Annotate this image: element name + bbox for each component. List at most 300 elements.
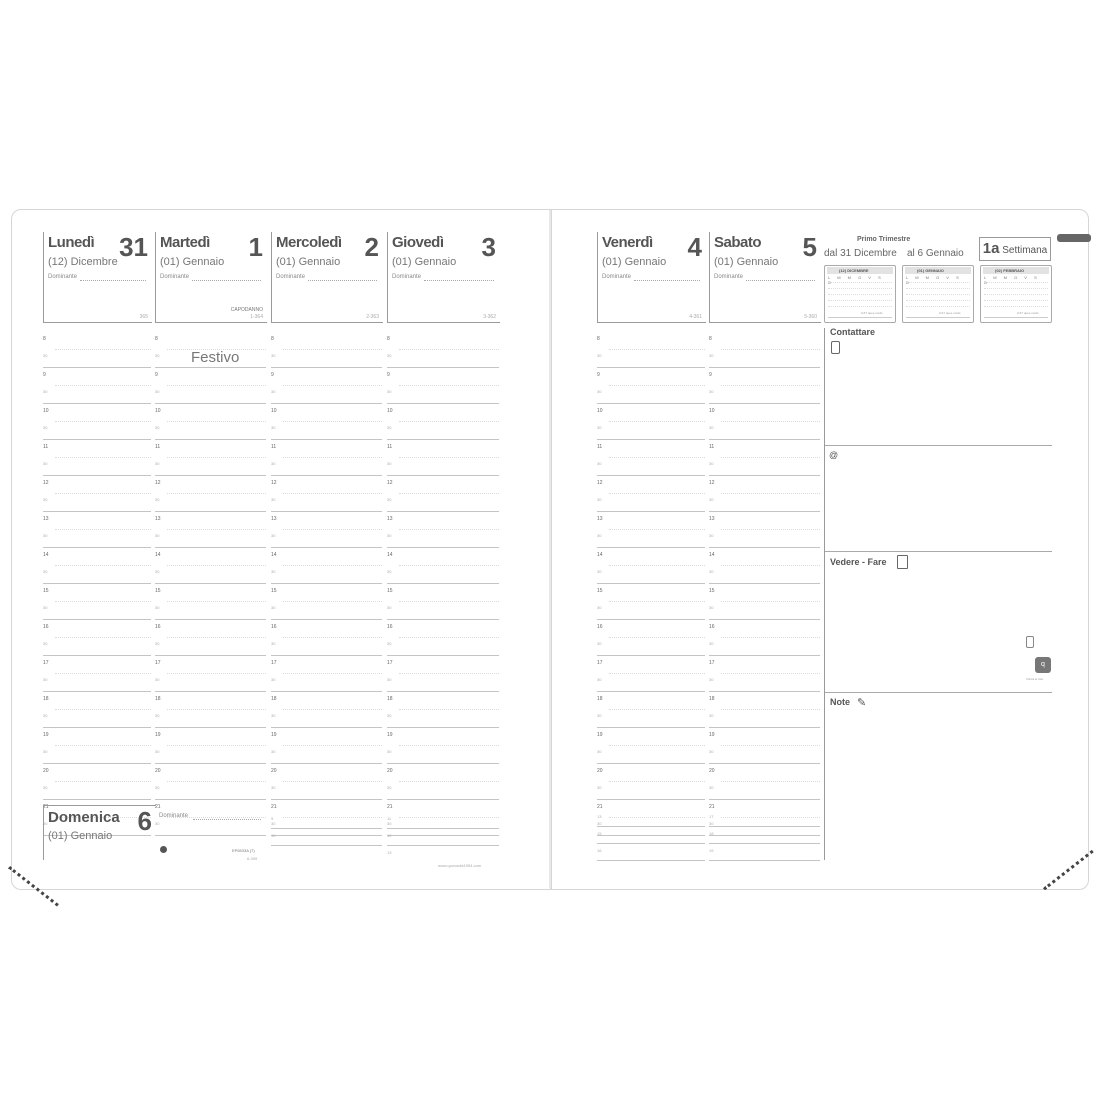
mini-calendar-note: 0-67 ques mods	[939, 311, 961, 315]
hour-slot[interactable]	[597, 692, 705, 728]
half-hour-label: 30	[271, 461, 276, 466]
dominante-label: Dominante	[714, 274, 744, 280]
hour-slot[interactable]	[597, 368, 705, 404]
hour-label: 20	[597, 768, 603, 774]
website-label: www.quovadis1954.com	[438, 863, 482, 868]
hour-slots[interactable]	[155, 332, 266, 836]
hour-label: 10	[387, 408, 393, 414]
hour-label: 10	[271, 408, 277, 414]
half-hour-label: 30	[43, 569, 48, 574]
at-icon: @	[829, 450, 839, 460]
hour-slot[interactable]	[597, 548, 705, 584]
half-hour-label: 30	[709, 425, 714, 430]
half-hour-label: 30	[155, 713, 160, 718]
dominante-line[interactable]	[308, 280, 377, 281]
saturday-extra-slot[interactable]: 13	[597, 810, 705, 827]
hour-label: 9	[597, 372, 600, 378]
half-hour-label: 30	[597, 425, 602, 430]
sunday-slot[interactable]: 13	[387, 850, 392, 855]
hour-slot[interactable]	[155, 692, 266, 728]
hour-slot[interactable]	[597, 476, 705, 512]
mini-calendar-title: (12) DICEMBRE	[827, 267, 893, 274]
hour-slot[interactable]	[271, 512, 382, 548]
hour-slot[interactable]	[155, 620, 266, 656]
sunday-progress: 6-359	[247, 856, 258, 861]
hour-slot[interactable]	[155, 548, 266, 584]
half-hour-label: 30	[43, 785, 48, 790]
hour-slot[interactable]	[271, 332, 382, 368]
week-badge	[979, 237, 1051, 261]
hour-label: 13	[709, 516, 715, 522]
hour-label: 10	[43, 408, 49, 414]
sunday-slot[interactable]: 12	[387, 829, 499, 846]
mini-calendar-title: (02) FEBBRAIO	[983, 267, 1049, 274]
contatti-title: Contattare	[830, 327, 876, 337]
sunday-slot[interactable]: 10	[271, 829, 382, 846]
half-hour-label: 30	[709, 461, 714, 466]
hour-label: 15	[387, 588, 393, 594]
hour-slot[interactable]	[709, 764, 820, 800]
mini-calendar-weekdays: L M M G V S D	[906, 275, 962, 285]
half-hour-label: 30	[387, 605, 392, 610]
hour-label: 14	[709, 552, 715, 558]
hour-slot[interactable]	[43, 512, 151, 548]
hour-slot[interactable]	[43, 728, 151, 764]
half-hour-label: 30	[271, 497, 276, 502]
hour-label: 17	[271, 660, 277, 666]
hour-slot[interactable]	[155, 476, 266, 512]
section-line	[825, 692, 1052, 693]
half-hour-label: 30	[597, 749, 602, 754]
half-hour-label: 30	[709, 677, 714, 682]
hour-slot[interactable]	[155, 404, 266, 440]
hour-label: 19	[387, 732, 393, 738]
hour-slot[interactable]	[597, 620, 705, 656]
half-hour-label: 30	[597, 461, 602, 466]
day-week: (01) Gennaio	[276, 256, 341, 268]
half-hour-label: 30	[387, 785, 392, 790]
hour-slot[interactable]	[709, 440, 820, 476]
half-hour-label: 30	[155, 425, 160, 430]
day-name: Lunedì	[48, 234, 95, 251]
half-hour-label: 30	[43, 605, 48, 610]
hour-label: 9	[709, 372, 712, 378]
half-hour-label: 30	[597, 533, 602, 538]
hour-label: 17	[597, 660, 603, 666]
hour-slots[interactable]	[387, 332, 499, 836]
hour-slot[interactable]	[155, 656, 266, 692]
app-badge-icon[interactable]: q	[1035, 657, 1051, 673]
half-hour-label: 30	[387, 677, 392, 682]
day-name: Sabato	[714, 234, 762, 251]
hour-slot[interactable]	[155, 764, 266, 800]
section-line	[825, 551, 1052, 552]
day-name: Mercoledì	[276, 234, 342, 251]
half-hour-label: 30	[43, 821, 48, 826]
half-hour-label: 30	[597, 785, 602, 790]
half-hour-label: 30	[43, 425, 48, 430]
hour-slot[interactable]	[387, 764, 499, 800]
day-header	[271, 232, 383, 323]
half-hour-label: 30	[43, 713, 48, 718]
sunday-dominante-line[interactable]	[193, 819, 261, 820]
hour-slot[interactable]	[387, 620, 499, 656]
half-hour-label: 30	[387, 533, 392, 538]
half-hour-label: 30	[43, 641, 48, 646]
hour-label: 14	[271, 552, 277, 558]
day-header	[709, 232, 821, 323]
hour-slot[interactable]	[709, 332, 820, 368]
saturday-extra-slot[interactable]: 15	[597, 827, 705, 844]
day-progress: 4-361	[689, 314, 702, 320]
half-hour-label: 30	[387, 497, 392, 502]
saturday-extra-slot[interactable]: 19	[709, 844, 820, 861]
sunday-slot[interactable]: 11	[387, 812, 499, 829]
hour-label: 19	[155, 732, 161, 738]
hour-slot[interactable]	[709, 728, 820, 764]
hour-slot[interactable]	[387, 368, 499, 404]
hour-slot[interactable]	[271, 620, 382, 656]
hour-label: 10	[709, 408, 715, 414]
hour-slot[interactable]	[155, 440, 266, 476]
hour-label: 20	[271, 768, 277, 774]
hour-label: 17	[387, 660, 393, 666]
bookmark-tab[interactable]	[1057, 234, 1091, 242]
quarter-title: Primo Trimestre	[857, 236, 911, 243]
half-hour-label: 30	[271, 713, 276, 718]
hour-slot[interactable]	[271, 764, 382, 800]
hour-slot[interactable]	[387, 728, 499, 764]
hour-label: 11	[387, 444, 393, 450]
hour-slot[interactable]	[271, 476, 382, 512]
day-number: 1	[248, 232, 263, 262]
day-week: (01) Gennaio	[48, 830, 113, 842]
day-number: 31	[119, 232, 148, 262]
hour-label: 17	[43, 660, 49, 666]
day-week: (01) Gennaio	[602, 256, 667, 268]
hour-slot[interactable]	[271, 548, 382, 584]
hour-label: 21	[709, 804, 715, 810]
half-hour-label: 30	[387, 821, 392, 826]
hour-slots[interactable]	[597, 332, 705, 836]
day-header	[43, 232, 152, 323]
half-hour-label: 30	[597, 677, 602, 682]
day-progress: 365	[139, 314, 148, 320]
day-name: Martedì	[160, 234, 210, 251]
hour-slot[interactable]	[43, 404, 151, 440]
smartphone-icon	[1026, 636, 1034, 648]
half-hour-label: 30	[387, 569, 392, 574]
hour-slot[interactable]	[155, 368, 266, 404]
hour-slots[interactable]	[271, 332, 382, 836]
hour-label: 13	[43, 516, 49, 522]
hour-label: 12	[271, 480, 277, 486]
hour-label: 13	[597, 516, 603, 522]
saturday-extra-slot[interactable]: 16	[597, 844, 705, 861]
half-hour-label: 30	[709, 641, 714, 646]
half-hour-label: 30	[43, 497, 48, 502]
day-name: Venerdì	[602, 234, 653, 251]
half-hour-label: 30	[271, 353, 276, 358]
hour-slot[interactable]	[387, 476, 499, 512]
half-hour-label: 30	[155, 821, 160, 826]
hour-slot[interactable]	[43, 764, 151, 800]
hour-label: 15	[43, 588, 49, 594]
hour-slot[interactable]	[271, 368, 382, 404]
hour-label: 16	[597, 624, 603, 630]
bullet-dot-icon	[160, 846, 167, 853]
day-header	[387, 232, 500, 323]
hour-slot[interactable]	[43, 368, 151, 404]
hour-label: 14	[387, 552, 393, 558]
hour-slot[interactable]	[597, 764, 705, 800]
hour-slot[interactable]	[43, 548, 151, 584]
hour-label: 19	[43, 732, 49, 738]
festivo-label: Festivo	[191, 349, 240, 366]
half-hour-label: 30	[597, 713, 602, 718]
hour-slot[interactable]	[155, 512, 266, 548]
day-week: (01) Gennaio	[714, 256, 779, 268]
hour-slots[interactable]	[43, 332, 151, 836]
hour-label: 8	[597, 336, 600, 342]
hour-label: 11	[155, 444, 161, 450]
hour-label: 16	[155, 624, 161, 630]
half-hour-label: 30	[155, 461, 160, 466]
hour-label: 18	[43, 696, 49, 702]
dominante-line[interactable]	[192, 280, 261, 281]
day-progress: 5-360	[804, 314, 817, 320]
day-number: 4	[687, 232, 702, 262]
hour-label: 21	[597, 804, 603, 810]
spine	[549, 210, 551, 888]
hour-label: 11	[271, 444, 277, 450]
day-number: 5	[802, 232, 817, 262]
day-header	[155, 232, 267, 323]
hour-label: 10	[155, 408, 161, 414]
hour-label: 8	[43, 336, 46, 342]
mini-calendar-december[interactable]	[824, 265, 896, 323]
notepad-icon	[897, 555, 908, 569]
hour-slot[interactable]	[709, 404, 820, 440]
day-name: Giovedì	[392, 234, 444, 251]
phone-icon	[831, 341, 840, 354]
day-number: 3	[481, 232, 496, 262]
half-hour-label: 30	[709, 353, 714, 358]
hour-slot[interactable]	[387, 332, 499, 368]
dominante-line[interactable]	[80, 280, 146, 281]
half-hour-label: 30	[387, 389, 392, 394]
hour-label: 11	[709, 444, 715, 450]
hour-slot[interactable]	[597, 332, 705, 368]
hour-label: 12	[709, 480, 715, 486]
half-hour-label: 30	[597, 389, 602, 394]
hour-label: 18	[387, 696, 393, 702]
hour-slot[interactable]	[597, 584, 705, 620]
mini-calendar-note: 0-67 ques mods	[1017, 311, 1039, 315]
hour-slot[interactable]	[387, 440, 499, 476]
hour-label: 8	[709, 336, 712, 342]
hour-label: 20	[387, 768, 393, 774]
hour-slot[interactable]	[43, 620, 151, 656]
half-hour-label: 30	[155, 641, 160, 646]
saturday-extra-slot[interactable]: 17	[709, 810, 820, 827]
dominante-label: Dominante	[48, 274, 78, 280]
app-note: Clicca le foto	[1026, 677, 1044, 681]
half-hour-label: 30	[597, 821, 602, 826]
half-hour-label: 30	[709, 389, 714, 394]
holiday-label: CAPODANNO	[230, 307, 263, 313]
half-hour-label: 30	[597, 605, 602, 610]
hour-slot[interactable]	[271, 440, 382, 476]
hour-slot[interactable]	[387, 404, 499, 440]
hour-label: 15	[155, 588, 161, 594]
hour-slot[interactable]	[155, 584, 266, 620]
half-hour-label: 30	[155, 677, 160, 682]
hour-label: 12	[387, 480, 393, 486]
hour-label: 13	[155, 516, 161, 522]
half-hour-label: 30	[709, 713, 714, 718]
day-name: Domenica	[48, 809, 120, 826]
pen-icon: ✎	[857, 697, 867, 709]
half-hour-label: 30	[43, 353, 48, 358]
half-hour-label: 30	[155, 353, 160, 358]
hour-label: 18	[155, 696, 161, 702]
hour-label: 14	[43, 552, 49, 558]
hour-slot[interactable]	[709, 368, 820, 404]
hour-slot[interactable]	[43, 656, 151, 692]
hour-slot[interactable]	[43, 692, 151, 728]
half-hour-label: 30	[387, 749, 392, 754]
half-hour-label: 30	[271, 641, 276, 646]
hour-slot[interactable]	[597, 440, 705, 476]
dominante-label: Dominante	[160, 274, 190, 280]
half-hour-label: 30	[597, 569, 602, 574]
hour-slot[interactable]	[387, 548, 499, 584]
hour-label: 15	[709, 588, 715, 594]
half-hour-label: 30	[387, 425, 392, 430]
hour-slot[interactable]	[709, 512, 820, 548]
half-hour-label: 30	[271, 677, 276, 682]
hour-label: 18	[597, 696, 603, 702]
hour-slot[interactable]	[387, 512, 499, 548]
vedere-fare-title: Vedere - Fare	[830, 557, 887, 567]
day-week: (01) Gennaio	[392, 256, 457, 268]
hour-slot[interactable]	[43, 584, 151, 620]
hour-slot[interactable]	[709, 692, 820, 728]
hour-slot[interactable]	[387, 584, 499, 620]
range-to: al 6 Gennaio	[907, 248, 964, 259]
saturday-extra-slot[interactable]: 18	[709, 827, 820, 844]
half-hour-label: 30	[271, 749, 276, 754]
hour-slot[interactable]	[271, 656, 382, 692]
hour-label: 14	[155, 552, 161, 558]
hour-label: 20	[43, 768, 49, 774]
hour-label: 17	[155, 660, 161, 666]
hour-label: 16	[387, 624, 393, 630]
half-hour-label: 30	[271, 821, 276, 826]
section-line	[825, 445, 1052, 446]
half-hour-label: 30	[387, 353, 392, 358]
hour-label: 12	[43, 480, 49, 486]
hour-label: 11	[597, 444, 603, 450]
sunday-header	[43, 805, 156, 860]
hour-slots[interactable]	[709, 332, 820, 836]
mini-calendar-february[interactable]	[980, 265, 1052, 323]
hour-slot[interactable]	[155, 728, 266, 764]
hour-slot[interactable]	[597, 512, 705, 548]
day-progress: 1-364	[250, 314, 263, 320]
hour-slot[interactable]	[387, 656, 499, 692]
hour-slot[interactable]	[709, 584, 820, 620]
hour-label: 14	[597, 552, 603, 558]
hour-label: 16	[271, 624, 277, 630]
hour-slot[interactable]	[709, 476, 820, 512]
dominante-label: Dominante	[276, 274, 306, 280]
hour-label: 19	[271, 732, 277, 738]
range-from: dal 31 Dicembre	[824, 248, 897, 259]
hour-slot[interactable]	[271, 584, 382, 620]
half-hour-label: 30	[271, 389, 276, 394]
hour-slot[interactable]	[597, 404, 705, 440]
mini-calendar-title: (01) GENNAIO	[905, 267, 971, 274]
dominante-line[interactable]	[424, 280, 494, 281]
hour-label: 16	[709, 624, 715, 630]
half-hour-label: 30	[387, 641, 392, 646]
hour-slot[interactable]	[271, 404, 382, 440]
half-hour-label: 30	[271, 425, 276, 430]
hour-slot[interactable]	[709, 548, 820, 584]
hour-label: 16	[43, 624, 49, 630]
half-hour-label: 30	[709, 821, 714, 826]
hour-label: 21	[387, 804, 393, 810]
hour-slot[interactable]	[271, 728, 382, 764]
hour-slot[interactable]	[597, 656, 705, 692]
hour-label: 12	[597, 480, 603, 486]
note-title: Note	[830, 697, 850, 707]
hour-label: 21	[271, 804, 277, 810]
sunday-dominante-label: Dominante	[159, 813, 189, 819]
mini-calendar-january[interactable]	[902, 265, 974, 323]
hour-label: 19	[597, 732, 603, 738]
hour-slot[interactable]	[709, 620, 820, 656]
half-hour-label: 30	[43, 749, 48, 754]
sunday-slot[interactable]: 9	[271, 812, 382, 829]
hour-label: 13	[387, 516, 393, 522]
hour-slot[interactable]	[43, 440, 151, 476]
half-hour-label: 30	[43, 677, 48, 682]
day-progress: 2-363	[366, 314, 379, 320]
hour-label: 8	[387, 336, 390, 342]
product-code: EP6533A (7)	[232, 848, 255, 853]
hour-label: 21	[43, 804, 49, 810]
hour-slot[interactable]	[43, 476, 151, 512]
hour-slot[interactable]	[597, 728, 705, 764]
half-hour-label: 30	[709, 497, 714, 502]
mini-calendar-weekdays: L M M G V S D	[984, 275, 1040, 285]
hour-slot[interactable]	[387, 692, 499, 728]
hour-label: 11	[43, 444, 49, 450]
half-hour-label: 30	[155, 605, 160, 610]
hour-label: 9	[155, 372, 158, 378]
dominante-line[interactable]	[746, 280, 815, 281]
hour-slot[interactable]	[271, 692, 382, 728]
dominante-line[interactable]	[634, 280, 700, 281]
hour-label: 18	[271, 696, 277, 702]
hour-slot[interactable]	[43, 332, 151, 368]
hour-slot[interactable]	[709, 656, 820, 692]
hour-label: 15	[271, 588, 277, 594]
half-hour-label: 30	[709, 749, 714, 754]
